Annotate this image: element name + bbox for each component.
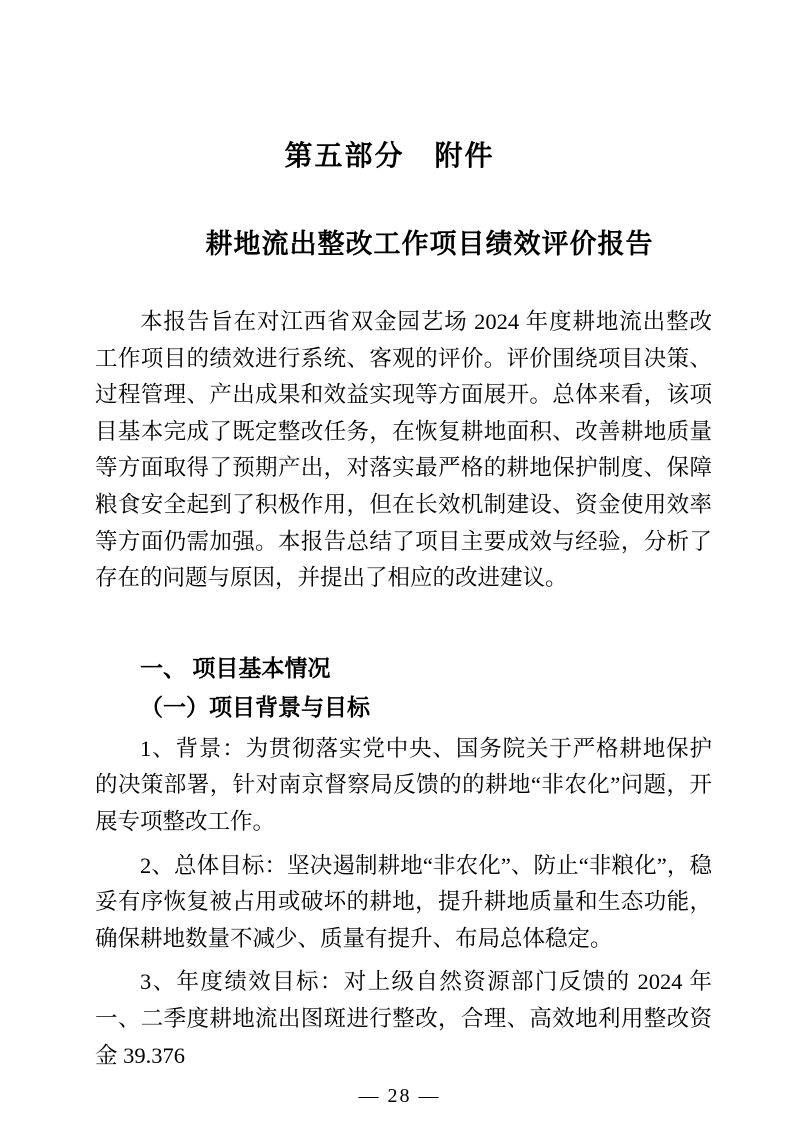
item-3-annual-performance-goal: 3、年度绩效目标：对上级自然资源部门反馈的 2024 年一、二季度耕地流出图斑进行整改，合理、高效地利用整改资金 39.376 bbox=[95, 969, 712, 1068]
report-title: 耕地流出整改工作项目绩效评价报告 bbox=[205, 229, 654, 259]
item-2-overall-goal: 2、总体目标：坚决遏制耕地“非农化”、防止“非粮化”，稳妥有序恢复被占用或破坏的耕地，提升耕地质量和生态功能，确保耕地数量不减少、质量有提升、布局总体稳定。 bbox=[95, 852, 712, 951]
item-1-background: 1、背景：为贯彻落实党中央、国务院关于严格耕地保护的决策部署，针对南京督察局反馈的的耕地“非农化”问题，开展专项整改工作。 bbox=[95, 735, 712, 834]
section-1-heading: 一、 项目基本情况 bbox=[140, 654, 331, 681]
intro-paragraph: 本报告旨在对江西省双金园艺场 2024 年度耕地流出整改工作项目的绩效进行系统、客观的评价。评价围绕项目决策、过程管理、产出成果和效益实现等方面展开。总体来看，该项目基本完成了既定整改任务，在恢复耕地面积、改善耕地质量等方面取得了预期产出，对落实最严格的耕地保护制度、保障粮食安全起到了积极作用，但在长效机制建设、资金使用效率等方面仍需加强。本报告总结了项目主要成效与经验，分析了存在的问题与原因，并提出了相应的改进建议。 bbox=[95, 309, 712, 591]
page-number: — 28 — bbox=[358, 1085, 441, 1108]
subsection-1-1-heading: （一）项目背景与目标 bbox=[140, 694, 370, 720]
part-title: 第五部分 附件 bbox=[284, 140, 495, 171]
